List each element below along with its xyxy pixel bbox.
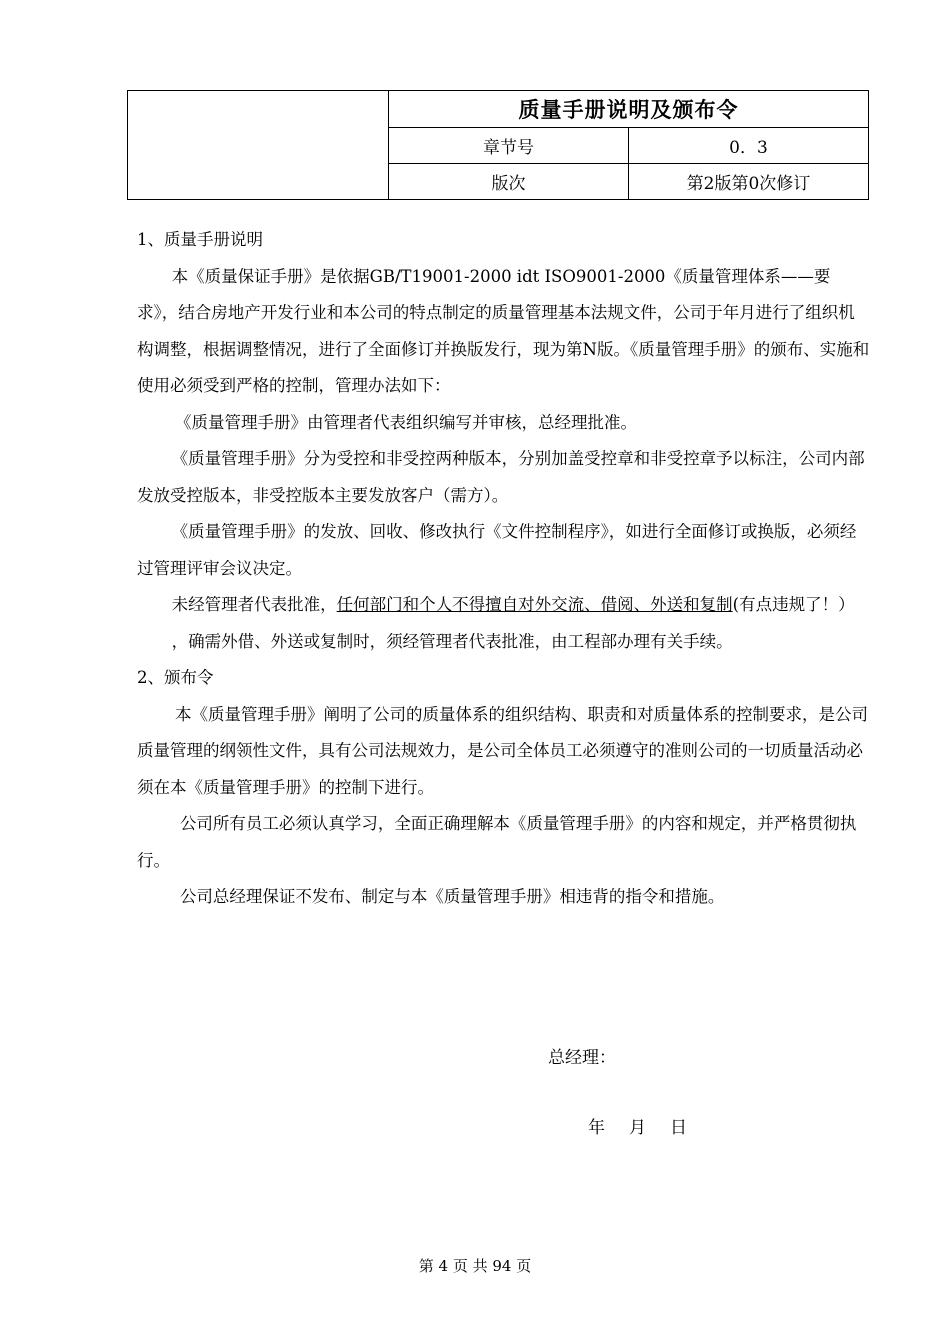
paragraph-controlled-versions: 《质量管理手册》分为受控和非受控两种版本，分别加盖受控章和非受控章予以标注，公司内部发放受控版本，非受控版本主要发放客户（需方）。 [137, 449, 865, 505]
document-title: 质量手册说明及颁布令 [389, 91, 869, 128]
paragraph-distribution: 《质量管理手册》的发放、回收、修改执行《文件控制程序》，如进行全面修订或换版，必须经过管理评审会议决定。 [137, 522, 857, 578]
section2-heading: 2、颁布令 [137, 668, 214, 687]
paragraph-approval: 《质量管理手册》由管理者代表组织编写并审核，总经理批准。 [174, 412, 637, 432]
document-header-table [127, 90, 869, 200]
paragraph-lending: ，确需外借、外送或复制时，须经管理者代表批准，由工程部办理有关手续。 [171, 631, 733, 651]
restriction-note: (有点违规了！） [732, 595, 855, 614]
date-year: 年 [588, 1118, 605, 1138]
document-body [137, 222, 870, 916]
restriction-lead: 未经管理者代表批准， [171, 595, 337, 614]
paragraph-promulgation: 本《质量管理手册》阐明了公司的质量体系的组织结构、职责和对质量体系的控制要求，是公司质量管理的纲领性文件，具有公司法规效力，是公司全体员工必须遵守的准则公司的一切质量活动必须在本《质量管理手册》的控制下进行。 [137, 704, 868, 797]
chapter-value: 0．3 [629, 128, 869, 164]
paragraph-study: 公司所有员工必须认真学习，全面正确理解本《质量管理手册》的内容和规定，并严格贯彻执行。 [137, 814, 857, 870]
general-manager-signature-label: 总经理： [548, 1048, 616, 1068]
page-footer: 第 4 页 共 94 页 [418, 1257, 532, 1275]
chapter-label: 章节号 [389, 128, 629, 164]
version-value: 第2版第0次修订 [629, 164, 869, 200]
paragraph-restrictions [137, 587, 870, 624]
signature-date [588, 1113, 711, 1138]
paragraph-guarantee: 公司总经理保证不发布、制定与本《质量管理手册》相违背的指令和措施。 [179, 887, 725, 906]
paragraph-manual-basis: 本《质量保证手册》是依据GB/T19001-2000 idt ISO9001-2000《质量管理体系——要求》，结合房地产开发行业和本公司的特点制定的质量管理基本法规文件，公司于年月进行了组织机构调整，根据调整情况，进行了全面修订并换版发行，现为第N版。《质量管理手册》的颁布、实施和使用必须受到严格的控制，管理办法如下： [137, 266, 870, 395]
section1-heading: 1、质量手册说明 [137, 230, 263, 249]
version-label: 版次 [389, 164, 629, 200]
logo-cell [128, 91, 389, 200]
date-day: 日 [670, 1118, 687, 1138]
restriction-underlined: 任何部门和个人不得擅自对外交流、借阅、外送和复制 [336, 595, 733, 614]
date-month: 月 [629, 1118, 646, 1138]
